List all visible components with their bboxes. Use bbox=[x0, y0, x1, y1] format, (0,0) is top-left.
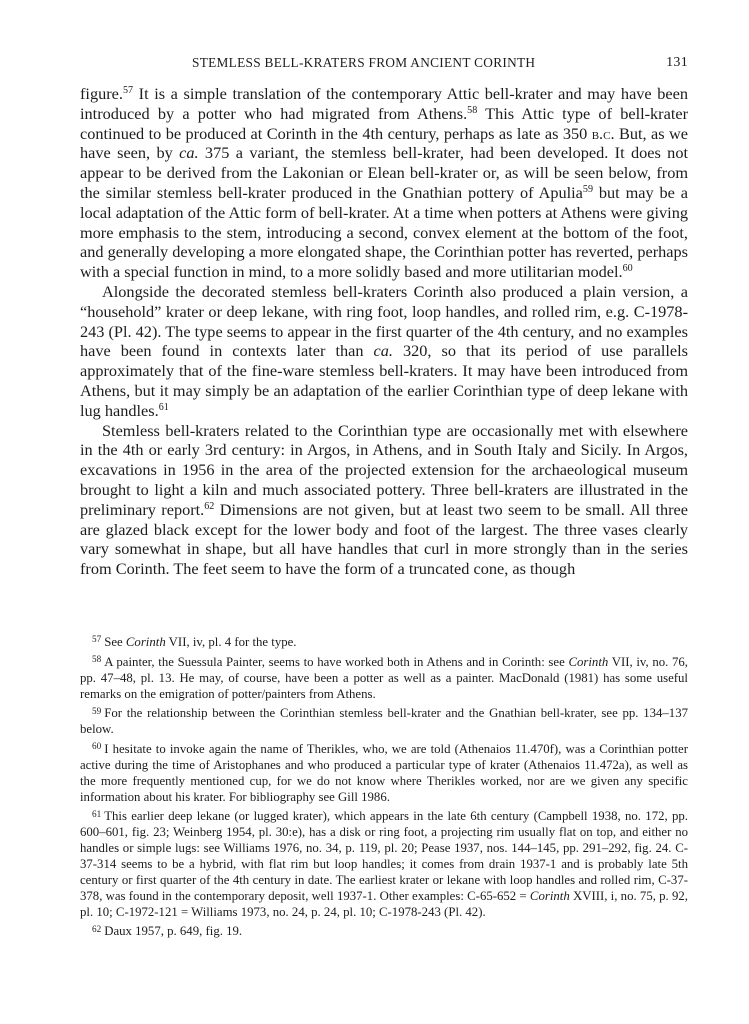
abbreviation-bc: b.c. bbox=[591, 123, 615, 143]
text-run: 320, so that its period of use parallels approximately that of the fine-ware stemless bell-kraters. It may have been introduced from Athens, but it may simply be an adaptation of the earlier Corinthian type of deep lekane with lug handles. bbox=[80, 341, 688, 420]
footnote-number: 59 bbox=[92, 705, 102, 716]
footnote-ref-59[interactable]: 59 bbox=[582, 183, 593, 195]
text-run: figure. bbox=[80, 84, 123, 103]
footnote-60 bbox=[80, 742, 688, 805]
text-run: 375 a variant, the stemless bell-krater, had been developed. It does not appear to be derived from the Lakonian or Elean bell-krater or, as will be seen below, from the similar stemless bell-krater produced in the Gnathian pottery of Apulia bbox=[80, 143, 688, 202]
text-run: but may be a local adaptation of the Attic form of bell-krater. At a time when potters at Athens were giving more emphasis to the stem, introducing a second, convex element at the bottom of the foot, and generally developing a more elongated shape, the Corinthian potter has reverted, perhaps with a special function in mind, to a more solidly based and more utilitarian model. bbox=[80, 182, 688, 282]
footnote-text: A painter, the Suessula Painter, seems to have worked both in Athens and in Corinth: see bbox=[104, 654, 569, 669]
footnote-italic: Corinth bbox=[125, 635, 166, 649]
text-run: It is a simple translation of the contemporary Attic bell-krater and may have been introduced by a potter who had migrated from Athens. bbox=[80, 84, 688, 123]
footnote-text: For the relationship between the Corinthian stemless bell-krater and the Gnathian bell-krater, see pp. 134–137 below. bbox=[80, 706, 688, 737]
footnote-text: I hesitate to invoke again the name of Therikles, who, we are told (Athenaios 11.470f), was a Corinthian potter active during the time of Aristophanes and who produced a particular type of krater (Athenaios 11.472a), as well as the more frequently mentioned cup, for we do not know where Therikles worked, nor are we given any specific information about his krater. For bibliography see Gill 1986. bbox=[80, 742, 688, 804]
text-run: But, as we have seen, by bbox=[80, 123, 688, 163]
footnote-58 bbox=[80, 655, 688, 703]
footnote-number: 58 bbox=[92, 654, 102, 665]
footnote-59 bbox=[80, 706, 688, 738]
text-run: This Attic type of bell-krater continued to be produced at Corinth in the 4th century, perhaps as late as 350 bbox=[80, 103, 688, 143]
footnote-text: VII, iv, pl. 4 for the type. bbox=[165, 635, 297, 649]
footnote-text: This earlier deep lekane (or lugged krater), which appears in the late 6th century (Campbell 1938, no. 172, pp. 600–601, fig. 23; Weinberg 1954, pl. 30:e), has a disk or ring foot, a projecting rim usually flat on top, and either no handles or simple lugs: see Williams 1976, no. 34, p. 119, pl. 20; Pease 1937, nos. 144–145, pp. 291–292, fig. 24. C-37-314 seems to be a hybrid, with flat rim but loop handles; it comes from drain 1937-1 and is probably late 5th century or first quarter of the 4th century in date. The earliest krater or lekane with loop handles and rolled rim, C-37-378, was found in the contemporary deposit, well 1937-1. Other examples: C-65-652 = bbox=[80, 809, 688, 903]
text-run: Alongside the decorated stemless bell-kraters Corinth also produced a plain version, a “household” krater or deep lekane, with ring foot, loop handles, and rolled rim, e.g. C-1978-243 (Pl. 42). The type seems to appear in the first quarter of the 4th century, and no examples have been found in contexts later than bbox=[80, 281, 688, 361]
paragraph-1 bbox=[80, 84, 688, 282]
running-title: STEMLESS BELL-KRATERS FROM ANCIENT CORINTH bbox=[192, 55, 536, 70]
page-number: 131 bbox=[666, 55, 688, 70]
footnote-ref-62[interactable]: 62 bbox=[204, 500, 215, 512]
footnote-italic: Corinth bbox=[529, 888, 570, 903]
footnote-ref-61[interactable]: 61 bbox=[158, 401, 169, 413]
footnote-text: See bbox=[104, 635, 126, 649]
abbreviation-ca: ca. bbox=[373, 341, 393, 361]
text-run: Stemless bell-kraters related to the Corinthian type are occasionally met with elsewhere in the 4th or early 3rd century: in Argos, in Athens, and in South Italy and Sicily. In Argos, excavations in 1956 in the area of the projected extension for the archaeological museum brought to light a kiln and much associated pottery. Three bell-kraters are illustrated in the preliminary report. bbox=[80, 420, 688, 519]
running-head bbox=[80, 55, 688, 75]
footnote-text: VII, iv, no. 76, pp. 47–48, pl. 13. He may, of course, have been a potter as well as a painter. MacDonald (1981) has some useful remarks on the emigration of potter/painters from Athens. bbox=[80, 654, 688, 701]
footnote-number: 57 bbox=[92, 634, 102, 645]
footnote-57 bbox=[80, 635, 688, 651]
text-run: Dimensions are not given, but at least two seem to be small. All three are glazed black except for the lower body and foot of the largest. The three vases clearly vary somewhat in shape, but all have handles that curl in more strongly than in the series from Corinth. The feet seem to have the form of a truncated cone, as though bbox=[80, 499, 689, 579]
footnote-61 bbox=[80, 809, 688, 920]
footnote-number: 61 bbox=[92, 808, 102, 819]
paragraph-2 bbox=[80, 282, 688, 421]
footnote-ref-58[interactable]: 58 bbox=[467, 104, 478, 116]
footnote-number: 62 bbox=[92, 923, 102, 934]
footnote-ref-60[interactable]: 60 bbox=[622, 263, 633, 275]
footnotes bbox=[80, 635, 688, 944]
footnote-text: Daux 1957, p. 649, fig. 19. bbox=[104, 924, 243, 939]
body-text bbox=[80, 84, 688, 579]
footnote-62 bbox=[80, 924, 688, 940]
footnote-ref-57[interactable]: 57 bbox=[122, 84, 134, 96]
footnote-number: 60 bbox=[92, 741, 102, 752]
abbreviation-ca: ca. bbox=[179, 143, 199, 163]
paragraph-3 bbox=[80, 421, 688, 579]
footnote-text: XVIII, i, no. 75, p. 92, pl. 10; C-1972-121 = Williams 1973, no. 24, p. 24, pl. 10; C-1978-243 (Pl. 42). bbox=[80, 888, 688, 919]
footnote-italic: Corinth bbox=[568, 654, 609, 669]
